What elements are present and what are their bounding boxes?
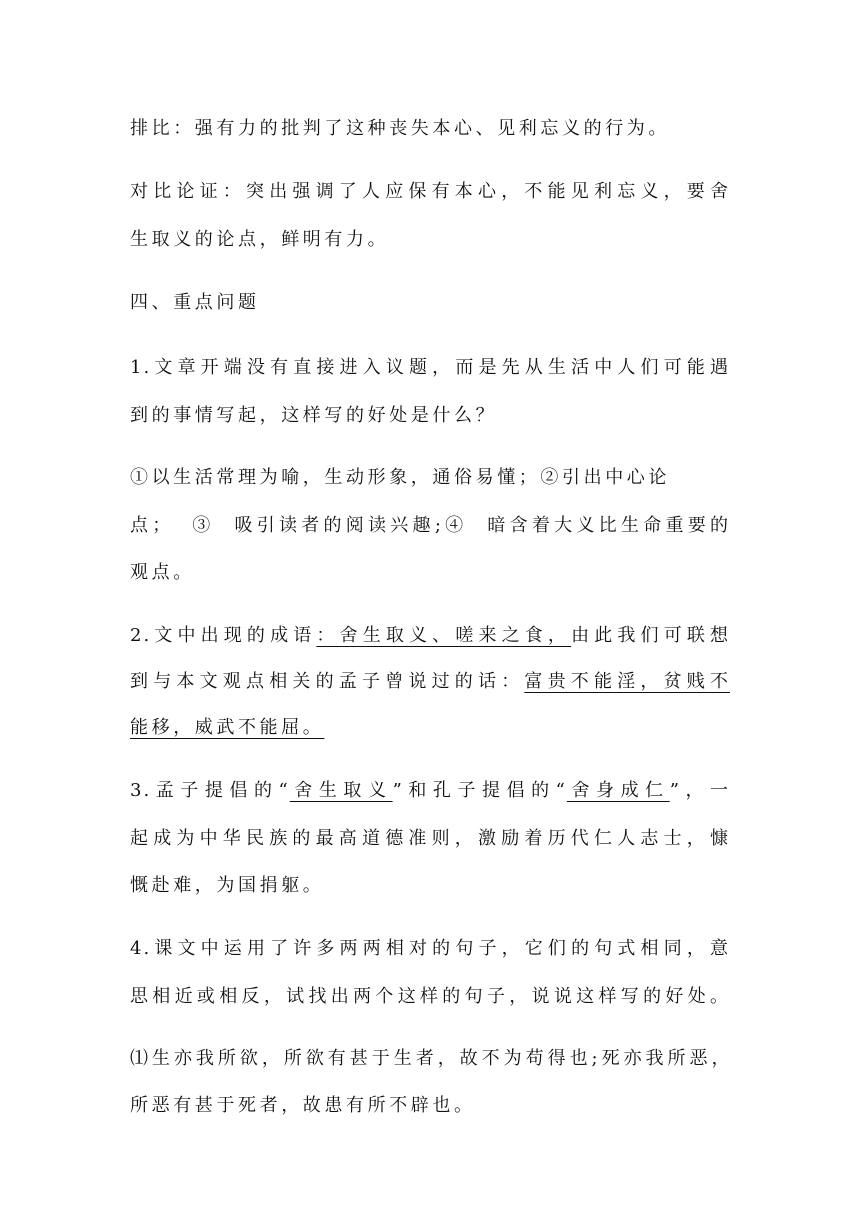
q2-quote-underlined-2: 能移，威武不能屈。	[130, 717, 325, 738]
q2-text: 2.文中出现的成语	[130, 625, 317, 646]
question-2-line-2	[130, 670, 730, 694]
q3-text-c: ”，一	[669, 780, 731, 801]
q3-term-underlined-1: 舍生取义	[289, 780, 393, 801]
answer-1-line-2: 点； ③ 吸引读者的阅读兴趣;④ 暗含着大义比生命重要的	[130, 515, 730, 536]
q2-text-continued: 由此我们可联想	[571, 625, 731, 646]
q2-idioms-underlined: ：舍生取义、嗟来之食，	[316, 625, 572, 646]
question-1-line-2: 到的事情写起，这样写的好处是什么？	[130, 405, 498, 426]
q2-quote-underlined: 富贵不能淫，贫贱不	[524, 671, 731, 692]
answer-4-line-2: 所恶有甚于死者，故患有所不辟也。	[130, 1095, 476, 1116]
answer-1-line-1: ①以生活常理为喻，生动形象，通俗易懂；②引出中心论	[130, 467, 670, 488]
duibi-line-2: 生取义的论点，鲜明有力。	[130, 229, 390, 250]
paibi-line: 排比：强有力的批判了这种丧失本心、见利忘义的行为。	[130, 118, 670, 139]
question-3-line-2: 起成为中华民族的最高道德准则，激励着历代仁人志士，慷	[130, 828, 730, 849]
question-2-line-3	[130, 716, 730, 740]
question-3-line-3: 慨赴难，为国捐躯。	[130, 875, 325, 896]
question-4-line-2: 思相近或相反，试找出两个这样的句子，说说这样写的好处。	[130, 986, 730, 1007]
q3-text-a: 3.孟子提倡的“	[130, 780, 290, 801]
section-heading: 四、重点问题	[130, 292, 260, 313]
duibi-line-1: 对比论证：突出强调了人应保有本心，不能见利忘义，要舍	[130, 181, 730, 202]
question-1-line-1: 1.文章开端没有直接进入议题，而是先从生活中人们可能遇	[130, 357, 730, 378]
q3-term-underlined-2: 舍身成仁	[566, 780, 670, 801]
answer-4-line-1: ⑴生亦我所欲，所欲有甚于生者，故不为苟得也;死亦我所恶，	[130, 1048, 730, 1069]
question-4-line-1: 4.课文中运用了许多两两相对的句子，它们的句式相同，意	[130, 938, 730, 959]
q2-text-2: 到与本文观点相关的孟子曾说过的话：	[130, 671, 525, 692]
question-2-line-1	[130, 624, 730, 648]
answer-1-line-3: 观点。	[130, 562, 195, 583]
q3-text-b: ”和孔子提倡的“	[392, 780, 567, 801]
question-3-line-1	[130, 779, 730, 803]
